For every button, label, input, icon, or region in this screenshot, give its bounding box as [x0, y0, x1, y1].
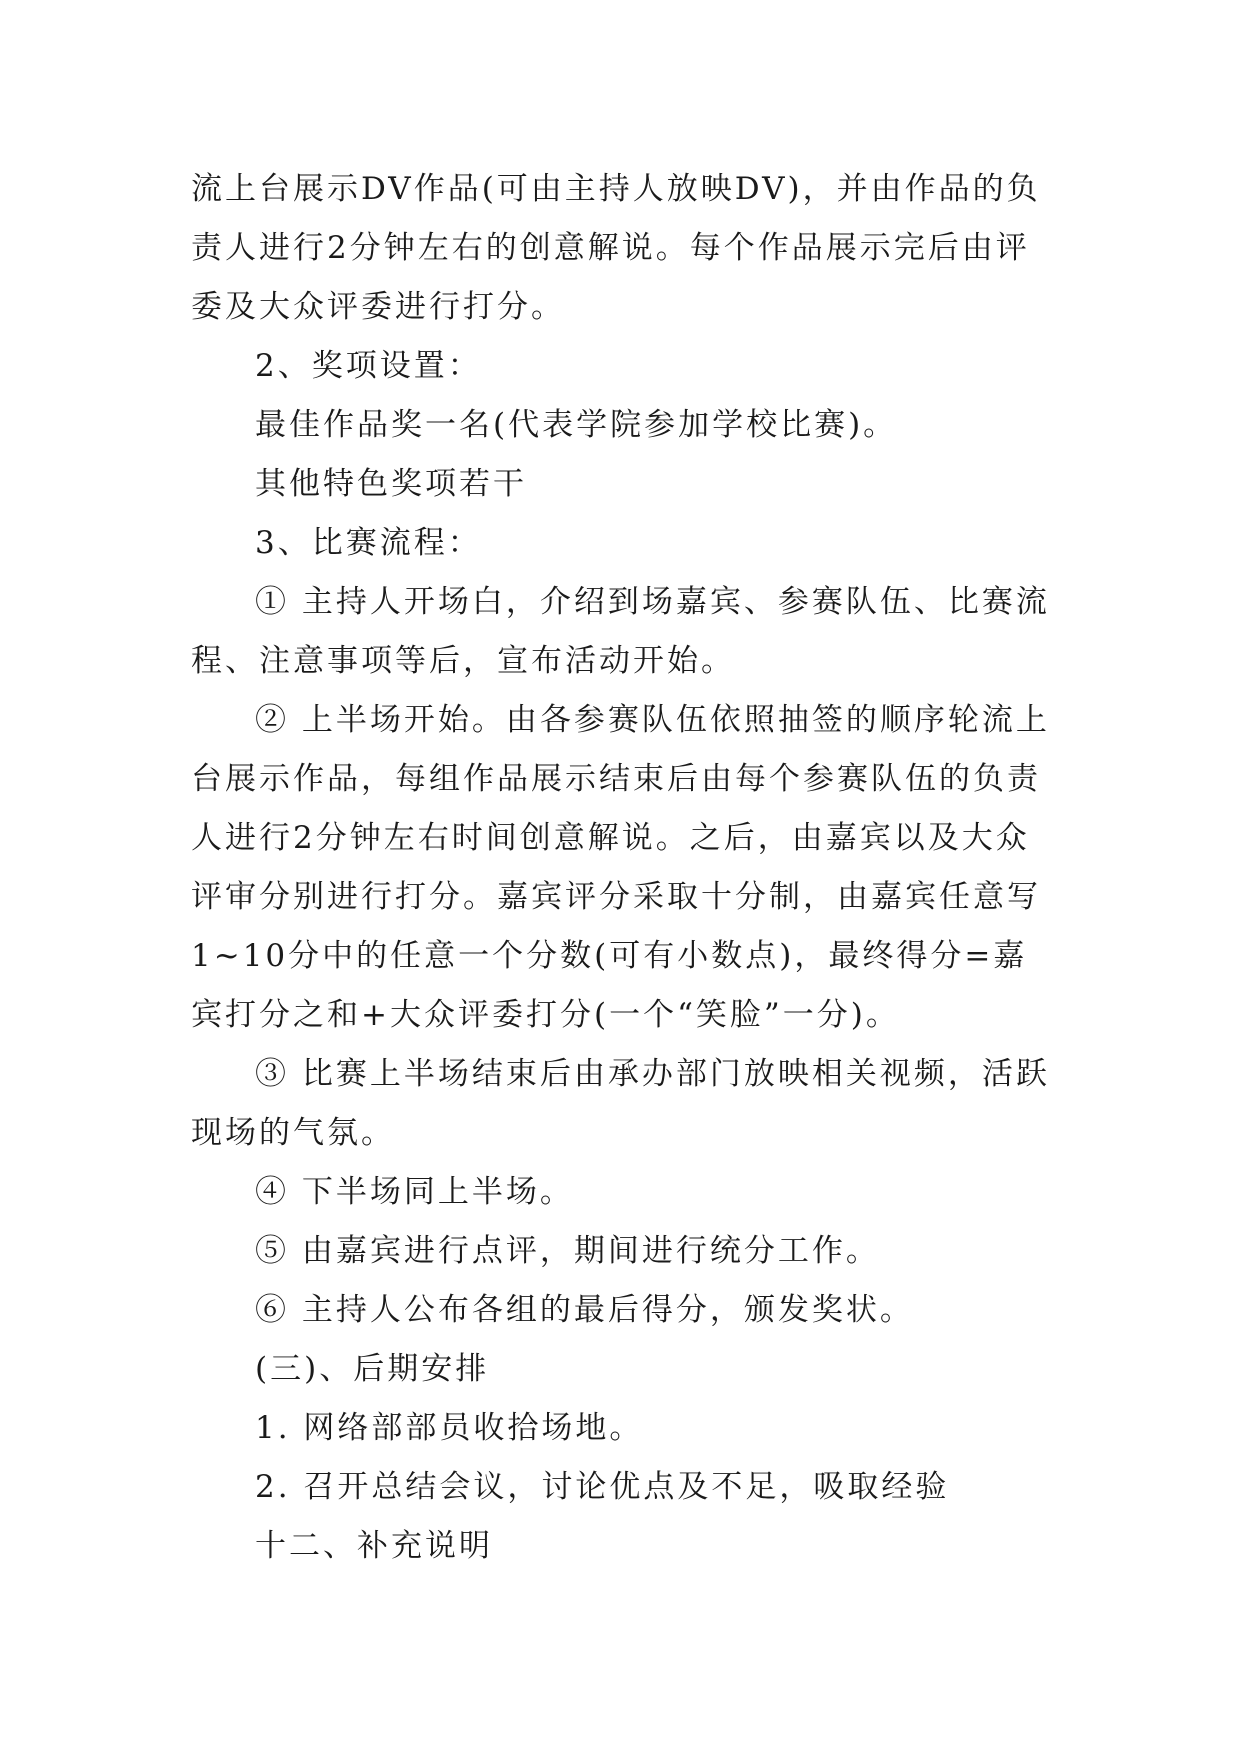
process-step-2: ② 上半场开始。由各参赛队伍依照抽签的顺序轮流上台展示作品，每组作品展示结束后由每个参赛队伍的负责人进行2分钟左右时间创意解说。之后，由嘉宾以及大众评审分别进行打分。嘉宾评分采取十分制，由嘉宾任意写1~10分中的任意一个分数(可有小数点)，最终得分=嘉宾打分之和+大众评委打分(一个“笑脸”一分)。 — [191, 702, 1050, 1033]
process-step-4: ④ 下半场同上半场。 — [255, 1174, 574, 1210]
process-step-5: ⑤ 由嘉宾进行点评，期间进行统分工作。 — [255, 1233, 880, 1269]
award-best-work: 最佳作品奖一名(代表学院参加学校比赛)。 — [255, 407, 898, 443]
arrangement-item-1: 1. 网络部部员收拾场地。 — [255, 1410, 644, 1446]
heading-supplementary-notes: 十二、补充说明 — [255, 1528, 493, 1564]
arrangement-item-2: 2. 召开总结会议，讨论优点及不足，吸取经验 — [255, 1469, 950, 1505]
award-other: 其他特色奖项若干 — [255, 466, 527, 502]
process-step-3: ③ 比赛上半场结束后由承办部门放映相关视频，活跃现场的气氛。 — [191, 1056, 1050, 1151]
process-step-1: ① 主持人开场白，介绍到场嘉宾、参赛队伍、比赛流程、注意事项等后，宣布活动开始。 — [191, 584, 1050, 679]
process-step-6: ⑥ 主持人公布各组的最后得分，颁发奖状。 — [255, 1292, 914, 1328]
document-page — [191, 160, 1057, 1576]
heading-award-settings: 2、奖项设置： — [255, 348, 482, 384]
paragraph-continuation: 流上台展示DV作品(可由主持人放映DV)，并由作品的负责人进行2分钟左右的创意解说。每个作品展示完后由评委及大众评委进行打分。 — [191, 171, 1041, 325]
heading-competition-process: 3、比赛流程： — [255, 525, 482, 561]
heading-later-arrangements: (三)、后期安排 — [255, 1351, 490, 1387]
